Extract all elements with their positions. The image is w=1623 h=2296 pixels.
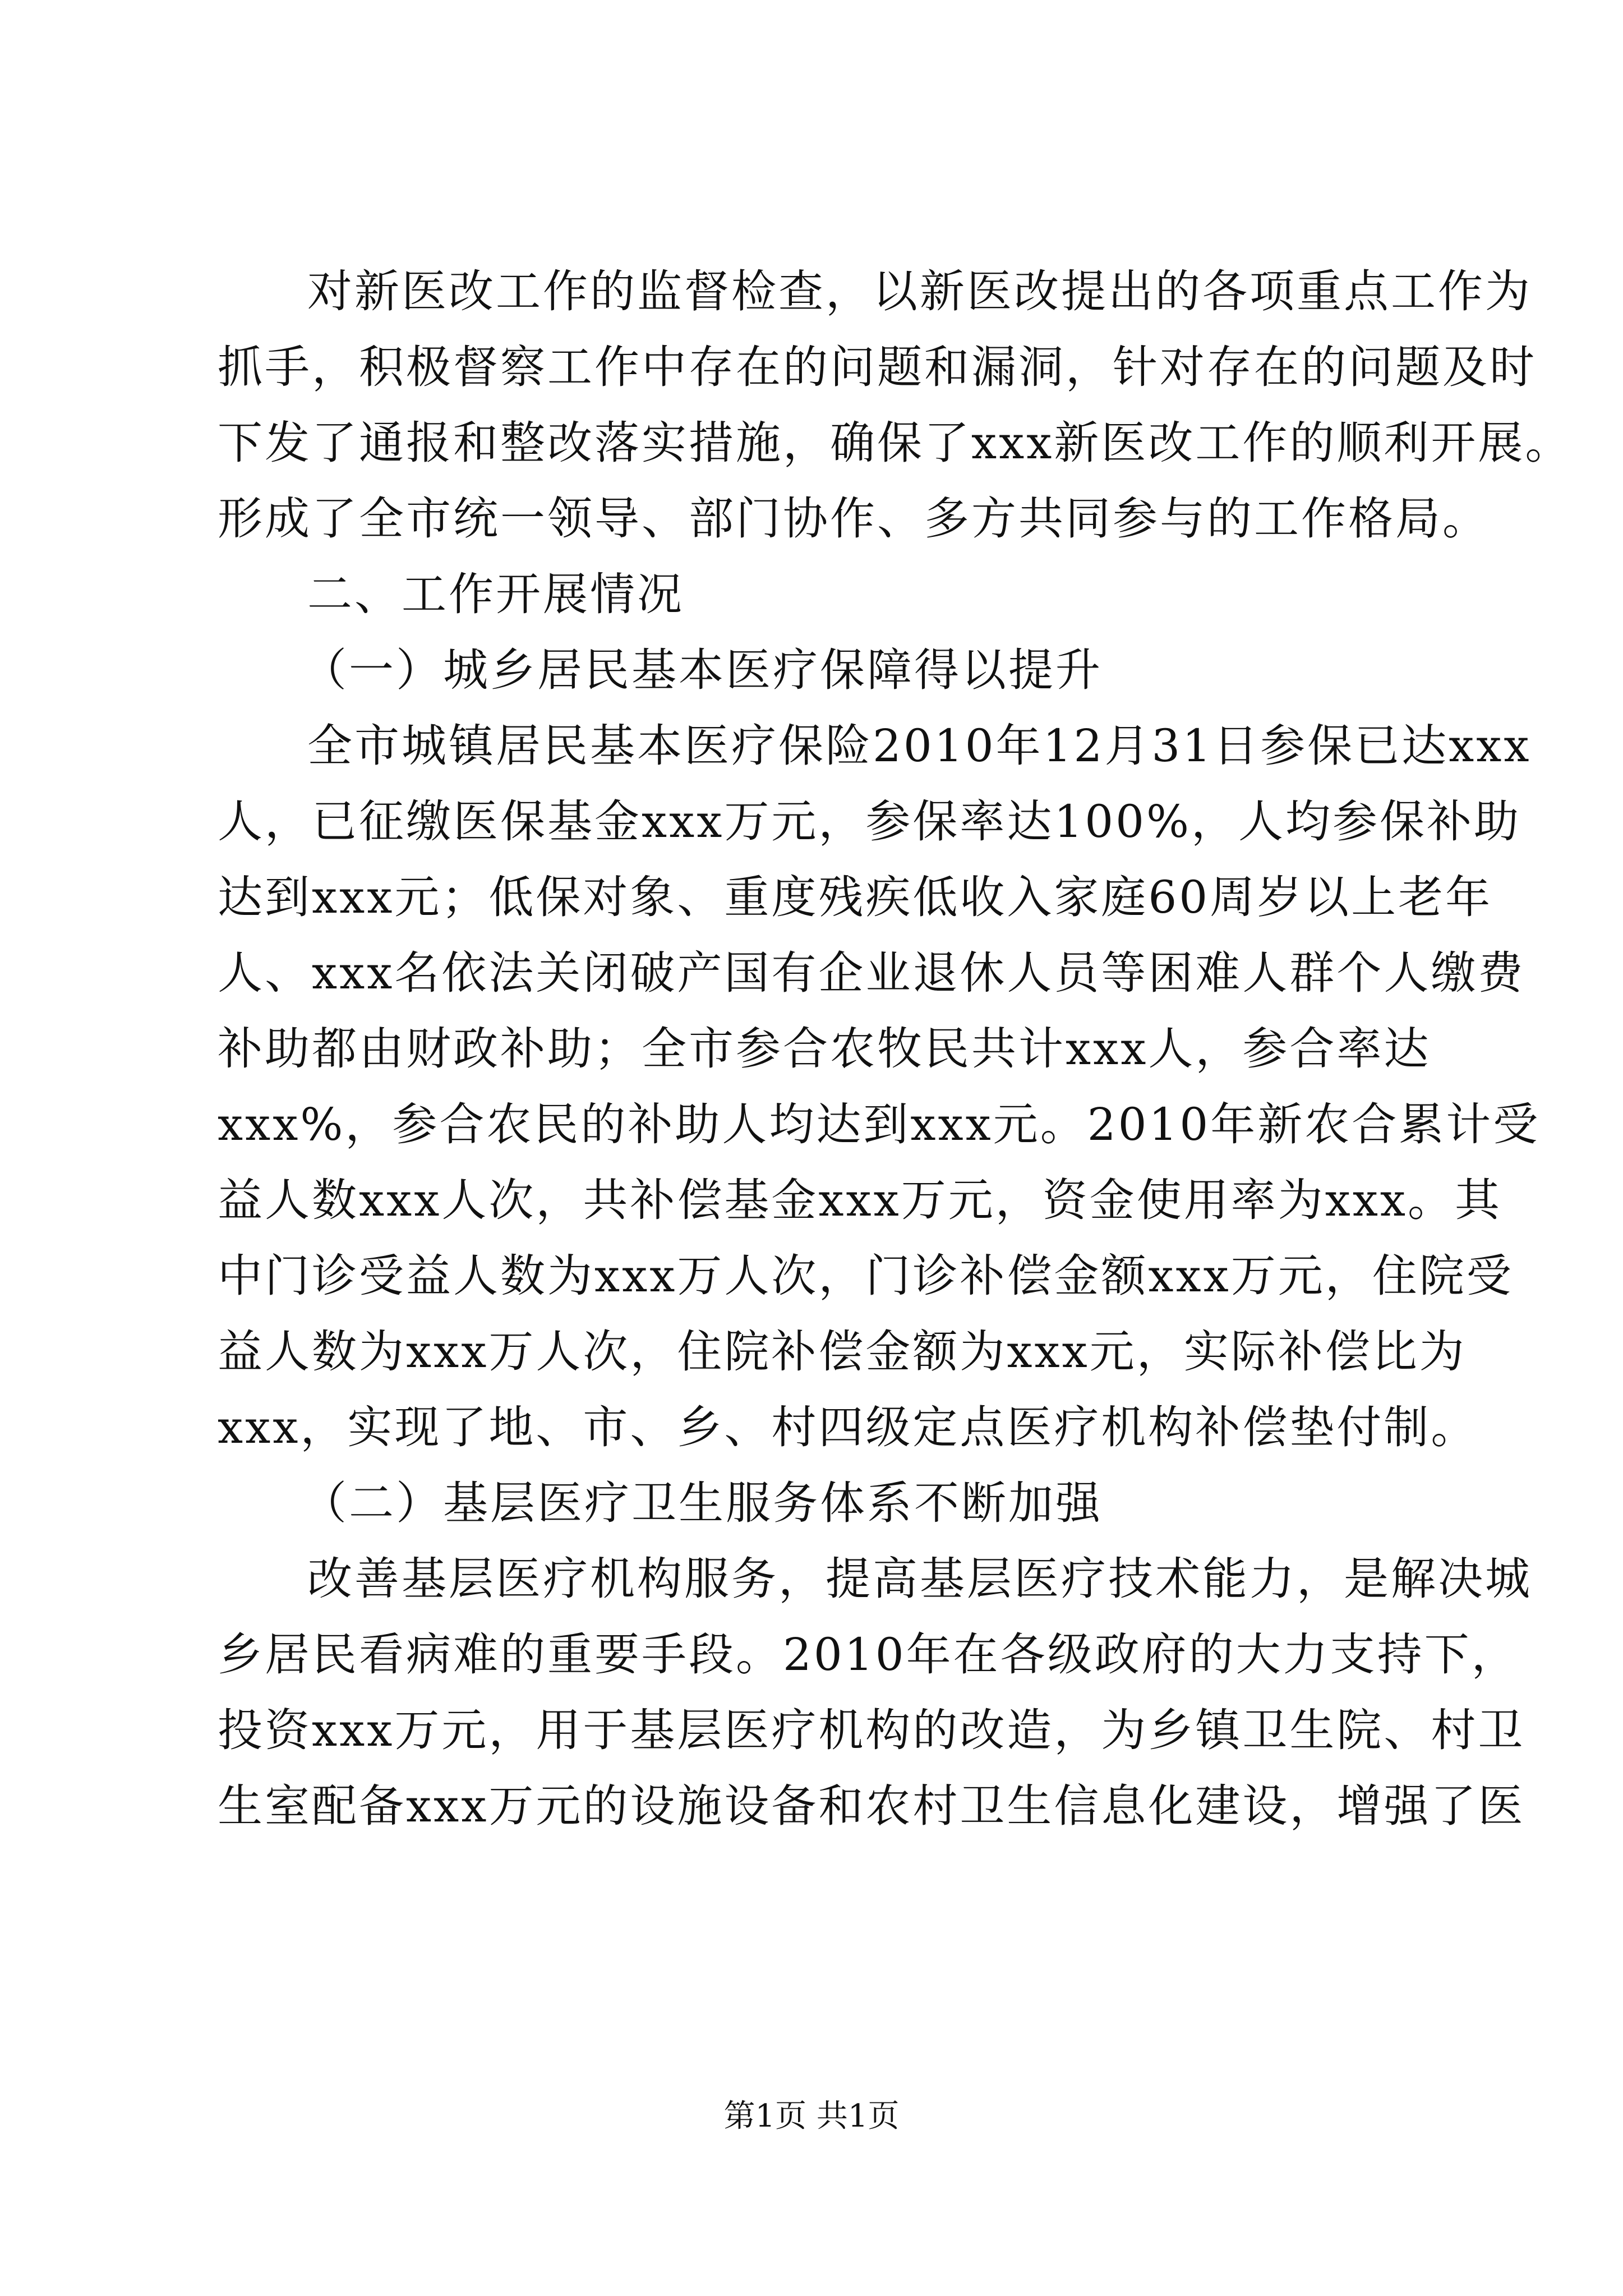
paragraph-line: 改善基层医疗机构服务，提高基层医疗技术能力，是解决城 — [307, 1553, 1532, 1605]
subsection-heading: （二）基层医疗卫生服务体系不断加强 — [302, 1477, 1103, 1529]
paragraph-line: 达到xxx元；低保对象、重度残疾低收入家庭60周岁以上老年 — [218, 871, 1493, 923]
section-heading: 二、工作开展情况 — [307, 568, 684, 620]
page-footer: 第1页 共1页 — [723, 2098, 900, 2134]
paragraph-line: 人、xxx名依法关闭破产国有企业退休人员等困难人群个人缴费 — [218, 947, 1525, 999]
paragraph-line: 乡居民看病难的重要手段。2010年在各级政府的大力支持下， — [218, 1628, 1519, 1681]
paragraph-line: xxx%，参合农民的补助人均达到xxx元。2010年新农合累计受 — [218, 1098, 1541, 1151]
paragraph-line: 人，已征缴医保基金xxx万元，参保率达100%，人均参保补助 — [218, 795, 1521, 848]
subsection-heading: （一）城乡居民基本医疗保障得以提升 — [302, 644, 1103, 696]
paragraph-line: 中门诊受益人数为xxx万人次，门诊补偿金额xxx万元，住院受 — [218, 1250, 1514, 1302]
paragraph-line: 对新医改工作的监督检查，以新医改提出的各项重点工作为 — [307, 265, 1532, 318]
paragraph-line: 益人数为xxx万人次，住院补偿金额为xxx元，实际补偿比为 — [218, 1326, 1467, 1378]
paragraph-line: 投资xxx万元，用于基层医疗机构的改造，为乡镇卫生院、村卫 — [218, 1704, 1525, 1756]
paragraph-line: 抓手，积极督察工作中存在的问题和漏洞，针对存在的问题及时 — [218, 341, 1537, 393]
paragraph-line: 生室配备xxx万元的设施设备和农村卫生信息化建设，增强了医 — [218, 1780, 1525, 1832]
paragraph-line: 形成了全市统一领导、部门协作、多方共同参与的工作格局。 — [218, 493, 1490, 545]
paragraph-line: 下发了通报和整改落实措施，确保了xxx新医改工作的顺利开展。 — [218, 417, 1573, 469]
paragraph-line: 益人数xxx人次，共补偿基金xxx万元，资金使用率为xxx。其 — [218, 1174, 1502, 1226]
paragraph-line: 补助都由财政补助；全市参合农牧民共计xxx人，参合率达 — [218, 1023, 1431, 1075]
paragraph-line: 全市城镇居民基本医疗保险2010年12月31日参保已达xxx — [307, 720, 1532, 772]
paragraph-line: xxx，实现了地、市、乡、村四级定点医疗机构补偿垫付制。 — [218, 1401, 1478, 1453]
